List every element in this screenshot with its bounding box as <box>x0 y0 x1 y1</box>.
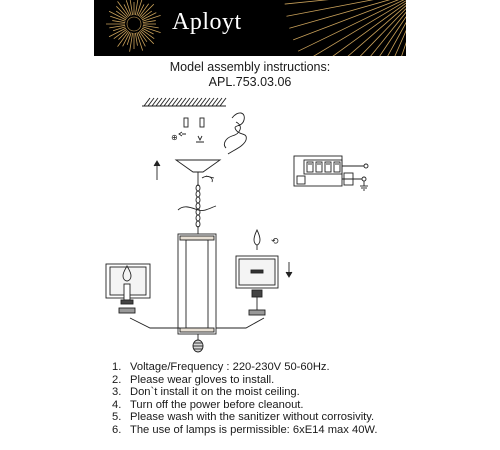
instruction-text: Turn off the power before cleanout. <box>130 398 304 411</box>
instruction-text: The use of lamps is permissible: 6xE14 max 40W. <box>130 423 378 436</box>
sunburst-logo-icon <box>94 0 406 56</box>
ceiling-hatch <box>142 98 226 106</box>
list-item: 6. The use of lamps is permissible: 6xE14 max 40W. <box>112 423 378 436</box>
brand-name: Aployt <box>172 9 242 35</box>
model-number: APL.753.03.06 <box>208 75 292 89</box>
arm-right <box>216 318 264 328</box>
list-item: 5. Please wash with the sanitizer without corrosivity. <box>112 411 375 424</box>
list-item: 1. Voltage/Frequency : 220-230V 50-60Hz. <box>112 361 330 373</box>
brand-banner <box>94 0 406 56</box>
page-title: Model assembly instructions: <box>169 60 331 74</box>
assembly-diagram <box>0 90 500 358</box>
arm-left <box>130 318 180 328</box>
terminal-block-diagram <box>294 156 368 190</box>
down-arrow-icon <box>286 262 292 277</box>
list-item: 3. Don`t install it on the moist ceiling. <box>112 386 300 399</box>
lamp-left <box>106 264 150 313</box>
instruction-text: Please wear gloves to install. <box>130 373 275 386</box>
wire-bundle <box>224 113 246 154</box>
instruction-text: Voltage/Frequency : 220-230V 50-60Hz. <box>130 361 330 373</box>
bottom-finial <box>193 340 203 352</box>
instruction-text: Don`t install it on the moist ceiling. <box>130 386 300 399</box>
up-arrow-icon <box>154 161 160 180</box>
svg-text:⊕: ⊕ <box>171 133 178 142</box>
chain <box>196 185 200 227</box>
list-item: 4. Turn off the power before cleanout. <box>112 398 304 411</box>
instruction-text: Please wash with the sanitizer without corrosivity. <box>130 411 375 424</box>
ceiling-canopy <box>176 160 220 186</box>
central-frame <box>178 226 216 340</box>
rotate-arrow-icon: ⟲ <box>271 236 279 246</box>
instructions-list <box>112 361 377 437</box>
list-item: 2. Please wear gloves to install. <box>112 373 275 386</box>
mounting-screws <box>171 118 204 142</box>
